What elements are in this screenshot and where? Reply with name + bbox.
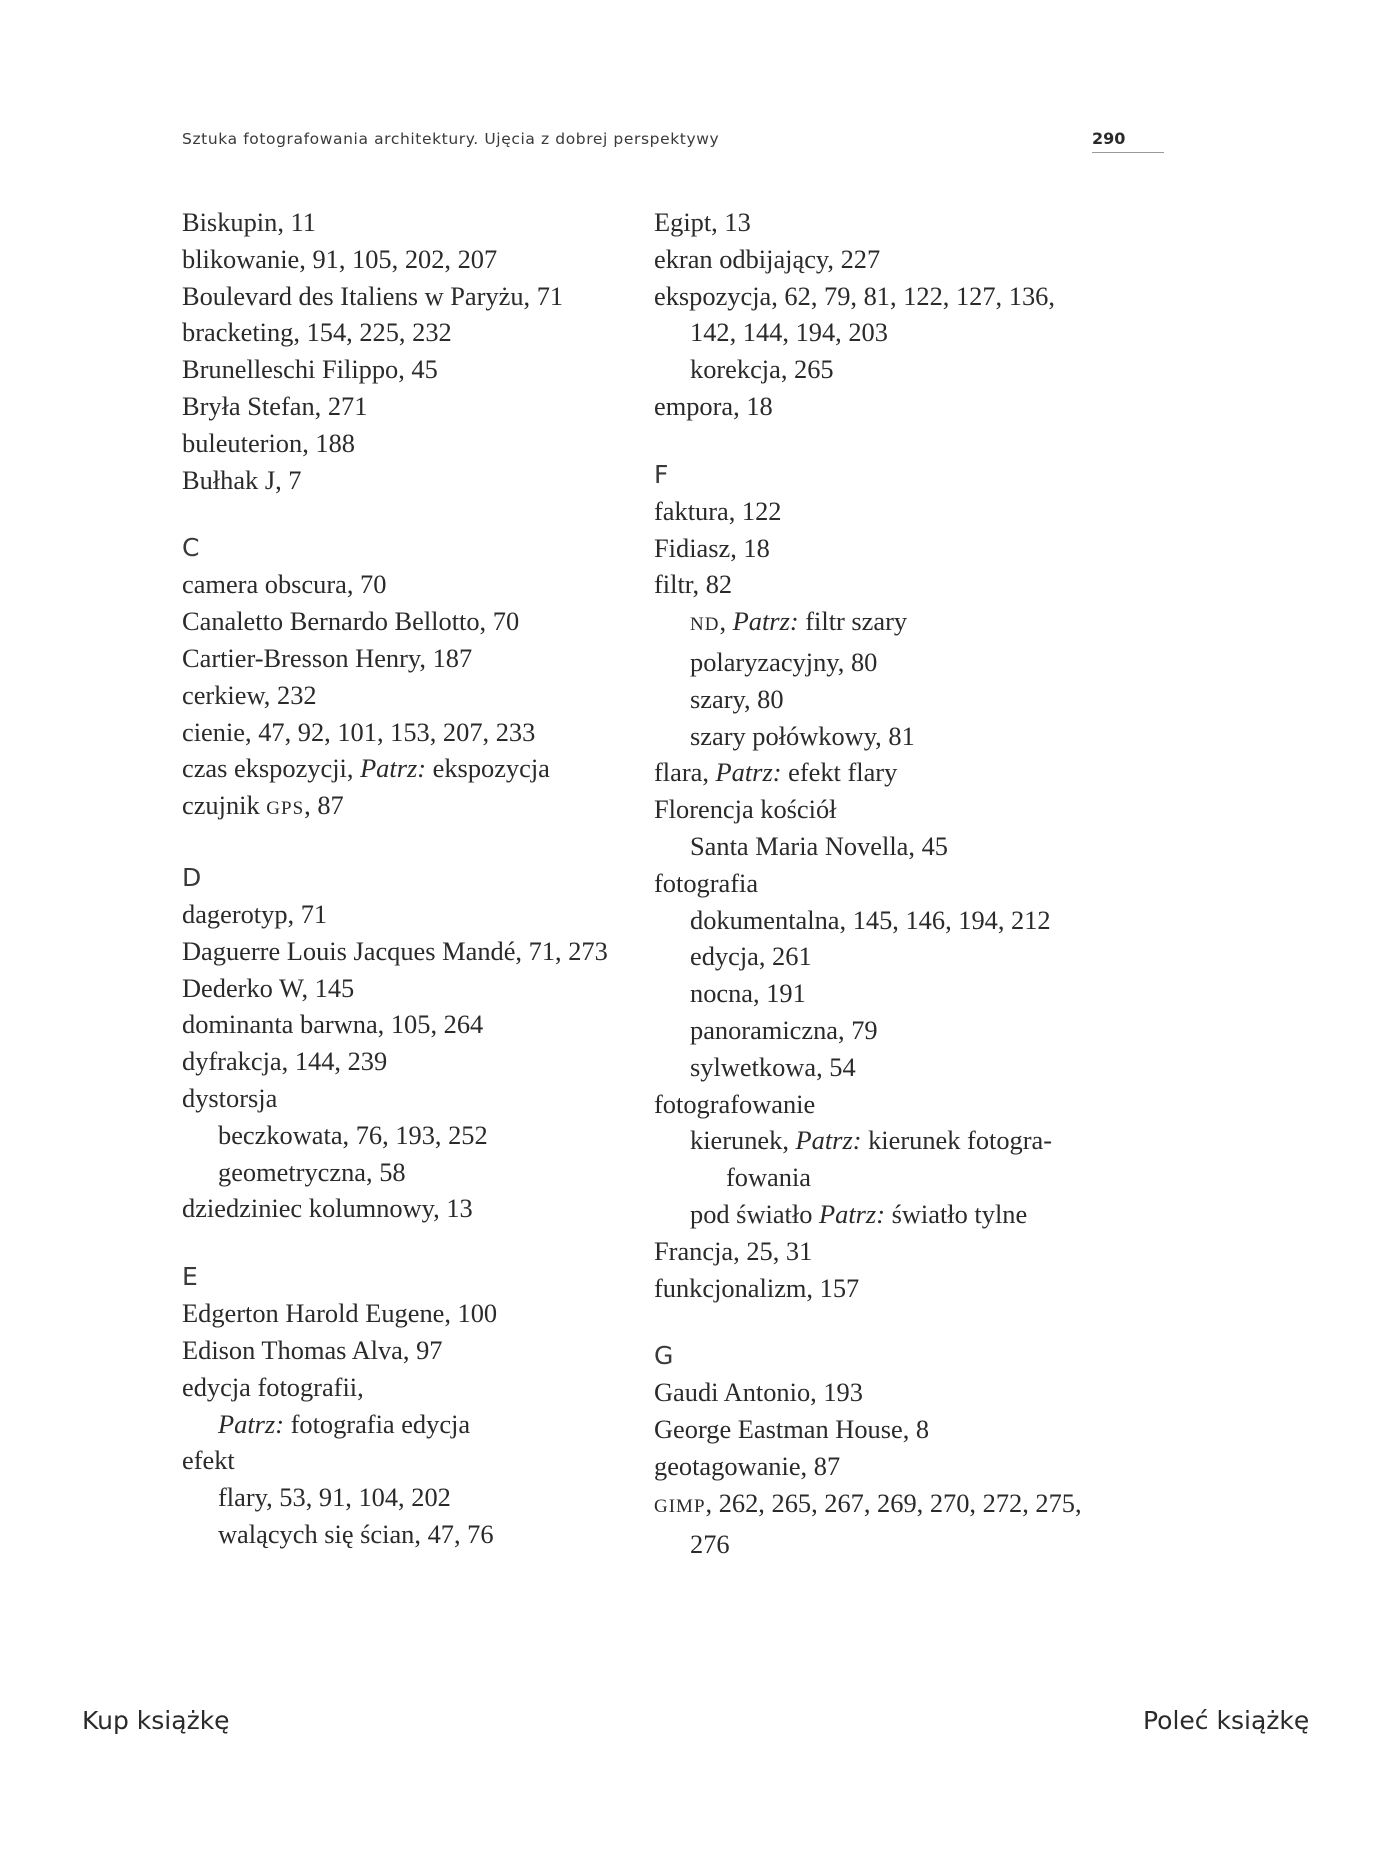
index-entry: faktura, 122 xyxy=(654,495,782,526)
index-entry: ekran odbijający, 227 xyxy=(654,243,881,274)
index-entry: cerkiew, 232 xyxy=(182,679,317,710)
index-subentry: walących się ścian, 47, 76 xyxy=(218,1518,494,1549)
section-letter-g: G xyxy=(654,1341,674,1371)
entry-text: fotografia edycja xyxy=(283,1408,471,1439)
index-entry: blikowanie, 91, 105, 202, 207 xyxy=(182,243,498,274)
entry-text: ekspozycja xyxy=(426,753,550,784)
index-entry: cienie, 47, 92, 101, 153, 207, 233 xyxy=(182,716,536,747)
index-entry-continuation: fowania xyxy=(726,1162,811,1193)
entry-text: czujnik xyxy=(182,790,267,821)
index-entry: Boulevard des Italiens w Paryżu, 71 xyxy=(182,280,564,311)
index-entry xyxy=(654,754,1114,791)
small-caps-text: GIMP xyxy=(654,1495,706,1517)
index-entry: dagerotyp, 71 xyxy=(182,898,328,929)
index-subentry: polaryzacyjny, 80 xyxy=(690,646,878,677)
index-entry: Francja, 25, 31 xyxy=(654,1235,813,1266)
index-entry: Edgerton Harold Eugene, 100 xyxy=(182,1298,498,1329)
see-reference: Patrz: xyxy=(360,753,427,784)
index-entry: camera obscura, 70 xyxy=(182,569,387,600)
entry-text: , xyxy=(719,606,733,637)
index-entry: filtr, 82 xyxy=(654,569,733,600)
index-subentry: flary, 53, 91, 104, 202 xyxy=(218,1482,451,1513)
index-entry: edycja fotografii, xyxy=(182,1371,364,1402)
index-subentry xyxy=(654,603,1114,644)
index-entry: Biskupin, 11 xyxy=(182,207,316,237)
index-entry: funkcjonalizm, 157 xyxy=(654,1272,860,1303)
index-entry: fotografia xyxy=(654,867,759,898)
index-subentry: szary, 80 xyxy=(690,683,784,714)
index-entry xyxy=(182,750,632,787)
index-entry: dyfrakcja, 144, 239 xyxy=(182,1046,388,1077)
index-entry: bracketing, 154, 225, 232 xyxy=(182,317,452,348)
index-entry xyxy=(654,1485,1114,1526)
entry-text: światło tylne xyxy=(885,1198,1028,1229)
entry-text: filtr szary xyxy=(798,606,908,637)
entry-text: , 262, 265, 267, 269, 270, 272, 275, xyxy=(705,1487,1082,1518)
index-entry: buleuterion, 188 xyxy=(182,427,355,458)
index-subentry: Santa Maria Novella, 45 xyxy=(690,830,948,861)
index-entry: Fidiasz, 18 xyxy=(654,532,770,563)
index-subentry: dokumentalna, 145, 146, 194, 212 xyxy=(690,904,1051,935)
index-subentry: korekcja, 265 xyxy=(690,354,834,385)
index-entry: Bułhak J, 7 xyxy=(182,464,302,495)
recommend-book-link[interactable]: Poleć książkę xyxy=(1143,1706,1310,1735)
index-entry-continuation: 276 xyxy=(690,1528,730,1559)
index-entry: dominanta barwna, 105, 264 xyxy=(182,1009,484,1040)
see-reference: Patrz: xyxy=(715,757,782,788)
see-reference: Patrz: xyxy=(732,606,799,637)
section-letter-d: D xyxy=(182,862,202,892)
index-entry: efekt xyxy=(182,1445,235,1476)
index-entry: Brunelleschi Filippo, 45 xyxy=(182,354,438,385)
index-subentry: sylwetkowa, 54 xyxy=(690,1051,856,1082)
index-column-right xyxy=(654,204,1114,1562)
index-entry: empora, 18 xyxy=(654,390,773,421)
index-subentry xyxy=(654,1122,1114,1159)
see-reference: Patrz: xyxy=(819,1198,885,1229)
index-subentry: nocna, 191 xyxy=(690,978,806,1009)
index-subentry xyxy=(182,1406,632,1443)
running-header-title: Sztuka fotografowania architektury. Ujęcia z dobrej perspektywy xyxy=(182,130,720,148)
index-entry: dystorsja xyxy=(182,1082,278,1113)
index-subentry: panoramiczna, 79 xyxy=(690,1014,878,1045)
entry-text: efekt flary xyxy=(781,757,898,788)
index-entry: Florencja kościół xyxy=(654,794,837,825)
index-subentry: beczkowata, 76, 193, 252 xyxy=(218,1119,488,1150)
index-entry: dziedziniec kolumnowy, 13 xyxy=(182,1193,473,1224)
index-subentry: edycja, 261 xyxy=(690,941,812,972)
index-entry: George Eastman House, 8 xyxy=(654,1414,930,1445)
entry-text: , 87 xyxy=(304,790,344,821)
index-entry: Gaudi Antonio, 193 xyxy=(654,1377,863,1408)
section-letter-c: C xyxy=(182,533,200,563)
index-entry: Edison Thomas Alva, 97 xyxy=(182,1334,443,1365)
index-subentry: geometryczna, 58 xyxy=(218,1156,406,1187)
index-subentry: szary połówkowy, 81 xyxy=(690,720,915,751)
entry-text: kierunek, xyxy=(690,1125,796,1156)
section-letter-e: E xyxy=(182,1262,198,1292)
index-entry: Egipt, 13 xyxy=(654,207,751,237)
index-entry: Cartier-Bresson Henry, 187 xyxy=(182,642,473,673)
small-caps-text: ND xyxy=(690,614,720,636)
entry-text: kierunek fotogra- xyxy=(861,1125,1053,1156)
index-entry: ekspozycja, 62, 79, 81, 122, 127, 136, xyxy=(654,280,1055,311)
index-entry: Canaletto Bernardo Bellotto, 70 xyxy=(182,606,520,637)
see-reference: Patrz: xyxy=(795,1125,862,1156)
small-caps-text: GPS xyxy=(266,798,305,820)
index-entry: geotagowanie, 87 xyxy=(654,1450,841,1481)
entry-text: flara, xyxy=(654,757,716,788)
index-subentry xyxy=(654,1196,1114,1233)
buy-book-link[interactable]: Kup książkę xyxy=(82,1706,230,1735)
index-entry: Daguerre Louis Jacques Mandé, 71, 273 xyxy=(182,935,608,966)
index-entry-continuation: 142, 144, 194, 203 xyxy=(690,317,888,348)
entry-text: czas ekspozycji, xyxy=(182,753,361,784)
page-number: 290 xyxy=(1092,129,1164,153)
see-reference: Patrz: xyxy=(218,1408,284,1439)
index-entry: Bryła Stefan, 271 xyxy=(182,390,368,421)
section-letter-f: F xyxy=(654,459,669,489)
index-entry xyxy=(182,787,632,828)
index-entry: Dederko W, 145 xyxy=(182,972,355,1003)
index-entry: fotografowanie xyxy=(654,1088,816,1119)
index-column-left xyxy=(182,204,632,1553)
entry-text: pod światło xyxy=(690,1198,820,1229)
